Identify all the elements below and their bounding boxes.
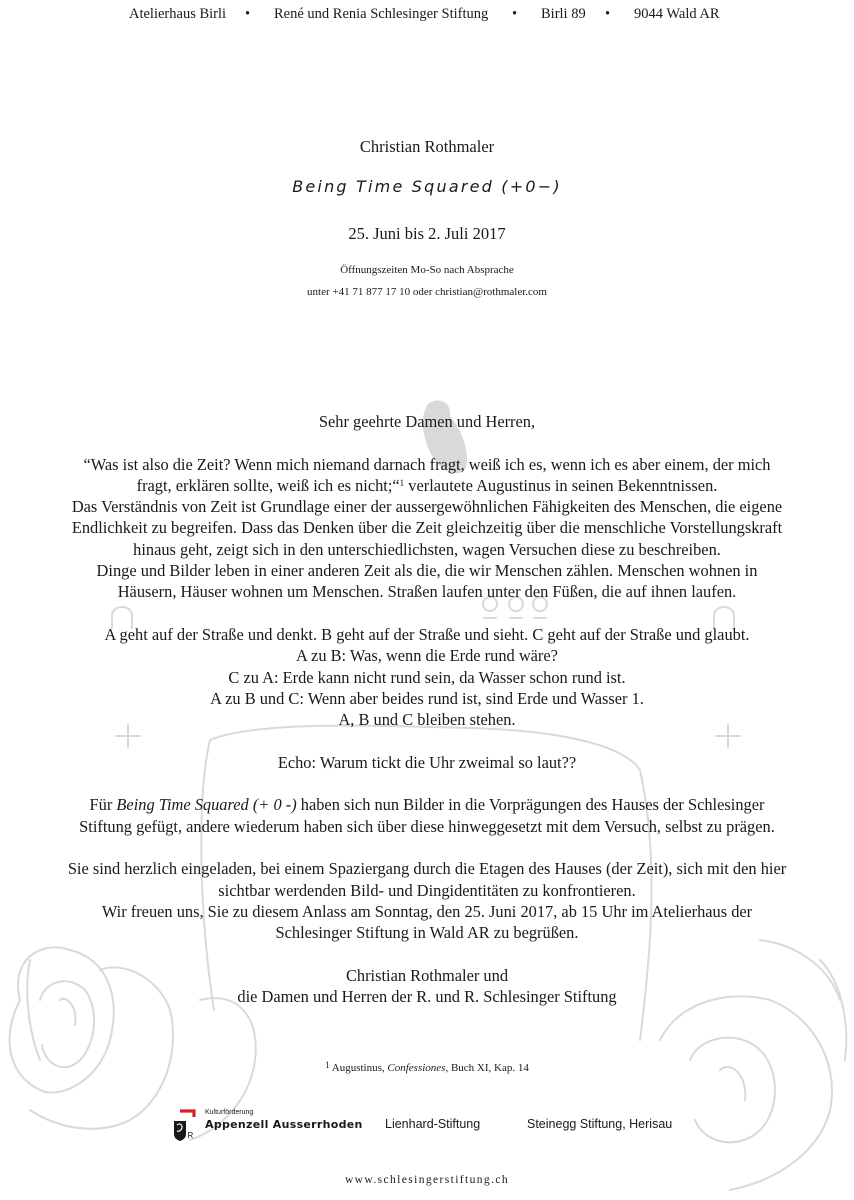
echo-line: Echo: Warum tickt die Uhr zweimal so laut?? [277,752,577,772]
artist-name: Christian Rothmaler [359,137,495,156]
signature-line: Christian Rothmaler und [345,965,509,985]
venue-name: Atelierhaus Birli [129,6,227,22]
header-separator: • [245,6,251,22]
dialogue-line: A geht auf der Straße und denkt. B geht auf der Straße und sieht. C geht auf der Straße und glaubt. [104,624,750,644]
contact-info: unter +41 71 877 17 10 oder christian@rothmaler.com [307,286,547,298]
paragraph-line: Endlichkeit zu begreifen. Dass das Denken über die Zeit gleichzeitig über die menschliche Vorstellungskraft [71,518,783,538]
footnote: $^1$ Augustinus, Confessiones, Buch XI, Kap. 14 [325,1060,529,1074]
appenzell-name: Appenzell Ausserrhoden [205,1118,363,1131]
title-reference: Being Time Squared (+ 0 -) [116,795,297,815]
paragraph-line: Für Being Time Squared (+ 0 -) haben sich nun Bilder in die Vorprägungen des Hauses der Schlesinger [89,795,765,815]
dialogue-line: C zu A: Erde kann nicht rund sein, da Wasser schon rund ist. [228,667,626,687]
paragraph-line: Schlesinger Stiftung in Wald AR zu begrüßen. [275,923,579,943]
dialogue-line: A zu B: Was, wenn die Erde rund wäre? [296,646,558,666]
paragraph-line: Dinge und Bilder leben in einer anderen Zeit als die, die wir Menschen zählen. Menschen wohnen in [96,561,758,581]
dialogue-line: A, B und C bleiben stehen. [338,710,516,730]
lienhard-stiftung: Lienhard-Stiftung [385,1117,481,1131]
steinegg-stiftung: Steinegg Stiftung, Herisau [527,1117,673,1131]
paragraph-line: Das Verständnis von Zeit ist Grundlage einer der aussergewöhnlichen Fähigkeiten des Menschen, die eigene [71,497,783,517]
paragraph-line: Stiftung gefügt, andere wiederum haben sich über diese hinweggesetzt mit dem Versuch, selbst zu prägen. [79,816,775,836]
svg-text:R: R [187,1131,194,1140]
paragraph-line: fragt, erklären sollte, weiß ich es nicht;“$^1$ verlautete Augustinus in seinen Bekenntnissen. [136,475,718,495]
foundation-name: René und Renia Schlesinger Stiftung [274,6,489,22]
dialogue-line: A zu B und C: Wenn aber beides rund ist, sind Erde und Wasser 1. [210,688,644,708]
signature-line: die Damen und Herren der R. und R. Schlesinger Stiftung [237,987,617,1007]
paragraph-line: sichtbar werdenden Bild- und Dingidentitäten zu konfrontieren. [218,880,636,900]
appenzell-crest-icon [172,1108,202,1142]
header-separator: • [512,6,518,22]
paragraph-line: hinaus geht, zeigt sich in den unterschiedlichsten, wagen Versuchen diese zu beschreiben. [133,539,721,559]
paragraph-line: “Was ist also die Zeit? Wenn mich niemand darnach fragt, weiß ich es, wenn ich es aber einem, der mich [83,454,771,474]
city-address: 9044 Wald AR [634,6,720,22]
salutation: Sehr geehrte Damen und Herren, [318,412,536,431]
exhibition-dates: 25. Juni bis 2. Juli 2017 [348,224,506,243]
exhibition-title: Being Time Squared (+0−) [292,177,562,196]
letter-body [30,411,824,1007]
street-address: Birli 89 [541,6,586,22]
header-separator: • [605,6,611,22]
paragraph-line: Wir freuen uns, Sie zu diesem Anlass am Sonntag, den 25. Juni 2017, ab 15 Uhr im Atelierhaus der [101,901,753,921]
paragraph-line: Häusern, Häuser wohnen um Menschen. Straßen laufen unter den Füßen, die auf ihnen laufen. [117,582,737,602]
paragraph-line: Sie sind herzlich eingeladen, bei einem Spaziergang durch die Etagen des Hauses (der Zeit), sich mit den hier [67,859,787,879]
footnote-marker: 1 [399,477,405,488]
letterhead [0,6,854,24]
appenzell-logo [172,1108,372,1144]
opening-hours: Öffnungszeiten Mo-So nach Absprache [340,264,514,276]
website-link[interactable]: www.schlesingerstiftung.ch [344,1174,510,1186]
sponsor-logos [0,1108,854,1148]
appenzell-subtitle: Kulturförderung [205,1109,254,1116]
